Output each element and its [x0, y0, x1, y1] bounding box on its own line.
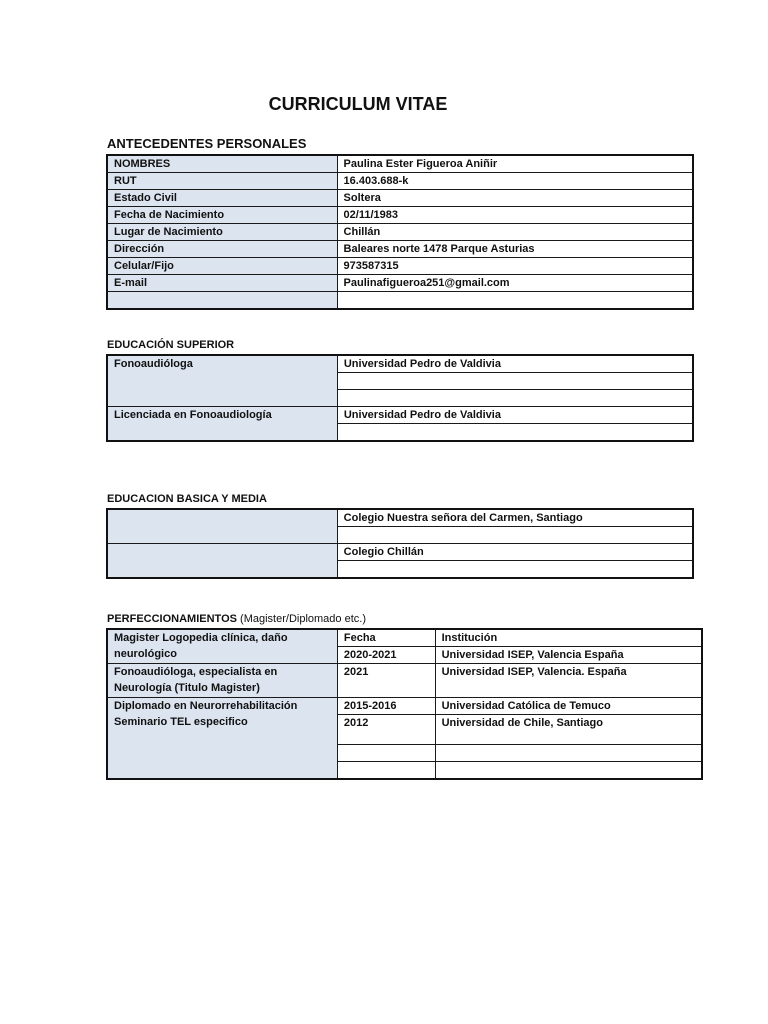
label-cell: NOMBRES: [107, 155, 337, 173]
table-row: [107, 224, 693, 241]
table-row: [107, 275, 693, 292]
label-cell: Lugar de Nacimiento: [107, 224, 337, 241]
institution-cell: Universidad ISEP, Valencia. España: [435, 664, 702, 698]
date-cell: 2012: [337, 715, 435, 745]
date-header-cell: Fecha: [337, 629, 435, 647]
basic-ed-table: [106, 508, 694, 579]
value-cell: [337, 292, 693, 310]
table-row: [107, 664, 702, 698]
value-cell: 02/11/1983: [337, 207, 693, 224]
program-line: Diplomado en Neurorrehabilitación: [114, 700, 298, 712]
school-cell: Colegio Nuestra señora del Carmen, Santiago: [337, 509, 693, 527]
empty-label-cell: [107, 544, 337, 579]
empty-cell: [337, 527, 693, 544]
table-row: [107, 355, 693, 373]
label-cell: Fecha de Nacimiento: [107, 207, 337, 224]
value-cell: Paulina Ester Figueroa Aniñir: [337, 155, 693, 173]
program-cell: Fonoaudióloga, especialista en Neurología (Titulo Magister): [107, 664, 337, 698]
empty-cell: [435, 745, 702, 762]
label-cell: Celular/Fijo: [107, 258, 337, 275]
label-cell: Estado Civil: [107, 190, 337, 207]
value-cell: 16.403.688-k: [337, 173, 693, 190]
empty-cell: [337, 373, 693, 390]
table-row: [107, 173, 693, 190]
value-cell: 973587315: [337, 258, 693, 275]
empty-cell: [337, 424, 693, 442]
label-cell: E-mail: [107, 275, 337, 292]
institution-cell: Universidad de Chile, Santiago: [435, 715, 702, 745]
table-row: [107, 629, 702, 647]
document-title: CURRICULUM VITAE: [268, 94, 448, 114]
empty-cell: [337, 762, 435, 780]
training-table: [106, 628, 703, 780]
section-title-basic-ed: EDUCACION BASICA Y MEDIA: [107, 493, 267, 505]
date-cell: 2020-2021: [337, 647, 435, 664]
table-row: [107, 207, 693, 224]
table-row: [107, 258, 693, 275]
institution-cell: Universidad Católica de Temuco: [435, 698, 702, 715]
table-row-empty: [107, 292, 693, 310]
empty-cell: [337, 745, 435, 762]
table-row: [107, 698, 702, 715]
section-title-higher-ed: EDUCACIÓN SUPERIOR: [107, 339, 235, 351]
date-cell: 2015-2016: [337, 698, 435, 715]
value-cell: Chillán: [337, 224, 693, 241]
personal-table: [106, 154, 694, 310]
label-cell: RUT: [107, 173, 337, 190]
institution-cell: Universidad Pedro de Valdivia: [337, 355, 693, 373]
date-cell: 2021: [337, 664, 435, 698]
institution-cell: Universidad Pedro de Valdivia: [337, 407, 693, 424]
section-title-personal: ANTECEDENTES PERSONALES: [107, 136, 307, 151]
label-cell: [107, 292, 337, 310]
institution-cell: Universidad ISEP, Valencia España: [435, 647, 702, 664]
value-cell: Baleares norte 1478 Parque Asturias: [337, 241, 693, 258]
table-row: [107, 190, 693, 207]
program-cell: Magister Logopedia clínica, daño neurológico: [107, 629, 337, 664]
table-row: [107, 241, 693, 258]
training-heading: PERFECCIONAMIENTOS: [107, 613, 237, 625]
value-cell: Soltera: [337, 190, 693, 207]
table-row: [107, 544, 693, 561]
value-cell: Paulinafigueroa251@gmail.com: [337, 275, 693, 292]
table-row: [107, 407, 693, 424]
table-row: [107, 509, 693, 527]
training-heading-note: (Magister/Diplomado etc.): [240, 613, 366, 625]
degree-cell: Fonoaudióloga: [107, 355, 337, 407]
program-line: Seminario TEL especifico: [114, 716, 248, 728]
higher-ed-table: [106, 354, 694, 442]
empty-label-cell: [107, 509, 337, 544]
table-row: [107, 155, 693, 173]
degree-cell: Licenciada en Fonoaudiología: [107, 407, 337, 442]
school-cell: Colegio Chillán: [337, 544, 693, 561]
label-cell: Dirección: [107, 241, 337, 258]
empty-cell: [337, 390, 693, 407]
institution-header-cell: Institución: [435, 629, 702, 647]
program-cell: [107, 698, 337, 780]
section-title-training: [107, 613, 366, 625]
empty-cell: [435, 762, 702, 780]
empty-cell: [337, 561, 693, 579]
